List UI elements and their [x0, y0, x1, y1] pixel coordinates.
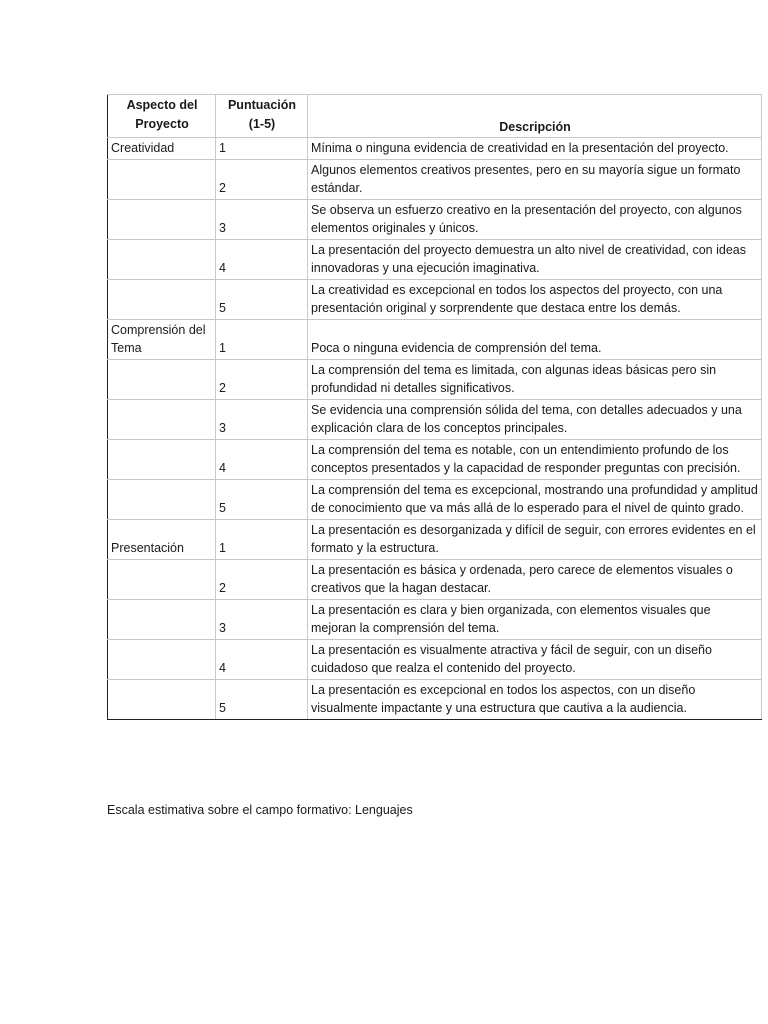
table-row — [108, 279, 762, 319]
header-score-line2: (1-5) — [248, 116, 276, 131]
table-row — [108, 519, 762, 559]
table-row — [108, 679, 762, 719]
row-aspect — [108, 639, 216, 679]
row-description: La creatividad es excepcional en todos los aspectos del proyecto, con una presentación original y sorprendente que destaca entre los demás. — [308, 279, 762, 319]
row-aspect — [108, 599, 216, 639]
table-row — [108, 559, 762, 599]
header-aspect — [108, 95, 216, 138]
header-aspect-line1: Aspecto del — [126, 98, 198, 112]
row-score: 1 — [216, 138, 308, 160]
row-aspect: Comprensión del Tema — [108, 319, 216, 359]
row-description: La presentación es básica y ordenada, pero carece de elementos visuales o creativos que la hagan destacar. — [308, 559, 762, 599]
row-score: 1 — [216, 319, 308, 359]
row-aspect: Creatividad — [108, 138, 216, 160]
table-row — [108, 399, 762, 439]
row-aspect — [108, 239, 216, 279]
table-row — [108, 599, 762, 639]
row-score: 3 — [216, 199, 308, 239]
row-description: Se observa un esfuerzo creativo en la presentación del proyecto, con algunos elementos originales y únicos. — [308, 199, 762, 239]
row-aspect — [108, 359, 216, 399]
row-aspect — [108, 199, 216, 239]
row-score: 5 — [216, 279, 308, 319]
row-aspect — [108, 159, 216, 199]
table-row — [108, 439, 762, 479]
row-description: La presentación es visualmente atractiva y fácil de seguir, con un diseño cuidadoso que realza el contenido del proyecto. — [308, 639, 762, 679]
footer-caption: Escala estimativa sobre el campo formativo: Lenguajes — [107, 803, 413, 817]
row-description: La comprensión del tema es limitada, con algunas ideas básicas pero sin profundidad ni detalles significativos. — [308, 359, 762, 399]
row-aspect — [108, 679, 216, 719]
row-aspect: Presentación — [108, 519, 216, 559]
row-score: 5 — [216, 679, 308, 719]
row-description: La comprensión del tema es notable, con un entendimiento profundo de los conceptos presentados y la capacidad de responder preguntas con precisión. — [308, 439, 762, 479]
row-score: 3 — [216, 599, 308, 639]
row-score: 1 — [216, 519, 308, 559]
table-row — [108, 138, 762, 160]
row-aspect — [108, 439, 216, 479]
row-score: 4 — [216, 439, 308, 479]
row-aspect — [108, 279, 216, 319]
table-header-row — [108, 95, 762, 138]
rubric-table — [107, 94, 762, 720]
table-row — [108, 479, 762, 519]
row-score: 3 — [216, 399, 308, 439]
row-description: La presentación del proyecto demuestra un alto nivel de creatividad, con ideas innovadoras y una ejecución imaginativa. — [308, 239, 762, 279]
row-aspect — [108, 559, 216, 599]
table-row — [108, 639, 762, 679]
table-row — [108, 319, 762, 359]
table-row — [108, 199, 762, 239]
row-description: Mínima o ninguna evidencia de creatividad en la presentación del proyecto. — [308, 138, 762, 160]
row-score: 2 — [216, 559, 308, 599]
header-score-line1: Puntuación — [227, 98, 297, 112]
row-score: 5 — [216, 479, 308, 519]
row-description: La presentación es clara y bien organizada, con elementos visuales que mejoran la comprensión del tema. — [308, 599, 762, 639]
table-row — [108, 359, 762, 399]
row-description: Algunos elementos creativos presentes, pero en su mayoría sigue un formato estándar. — [308, 159, 762, 199]
header-aspect-line2: Proyecto — [135, 116, 189, 131]
table-row — [108, 239, 762, 279]
row-description: La presentación es desorganizada y difícil de seguir, con errores evidentes en el formato y la estructura. — [308, 519, 762, 559]
table-row — [108, 159, 762, 199]
row-score: 4 — [216, 239, 308, 279]
row-aspect — [108, 479, 216, 519]
row-score: 4 — [216, 639, 308, 679]
row-description: Se evidencia una comprensión sólida del tema, con detalles adecuados y una explicación clara de los conceptos principales. — [308, 399, 762, 439]
row-score: 2 — [216, 359, 308, 399]
header-description: Descripción — [308, 95, 762, 138]
row-aspect — [108, 399, 216, 439]
row-description: Poca o ninguna evidencia de comprensión del tema. — [308, 319, 762, 359]
row-description: La presentación es excepcional en todos los aspectos, con un diseño visualmente impactante y una estructura que cautiva a la audiencia. — [308, 679, 762, 719]
row-score: 2 — [216, 159, 308, 199]
row-description: La comprensión del tema es excepcional, mostrando una profundidad y amplitud de conocimiento que va más allá de lo esperado para el nivel de quinto grado. — [308, 479, 762, 519]
header-score — [216, 95, 308, 138]
